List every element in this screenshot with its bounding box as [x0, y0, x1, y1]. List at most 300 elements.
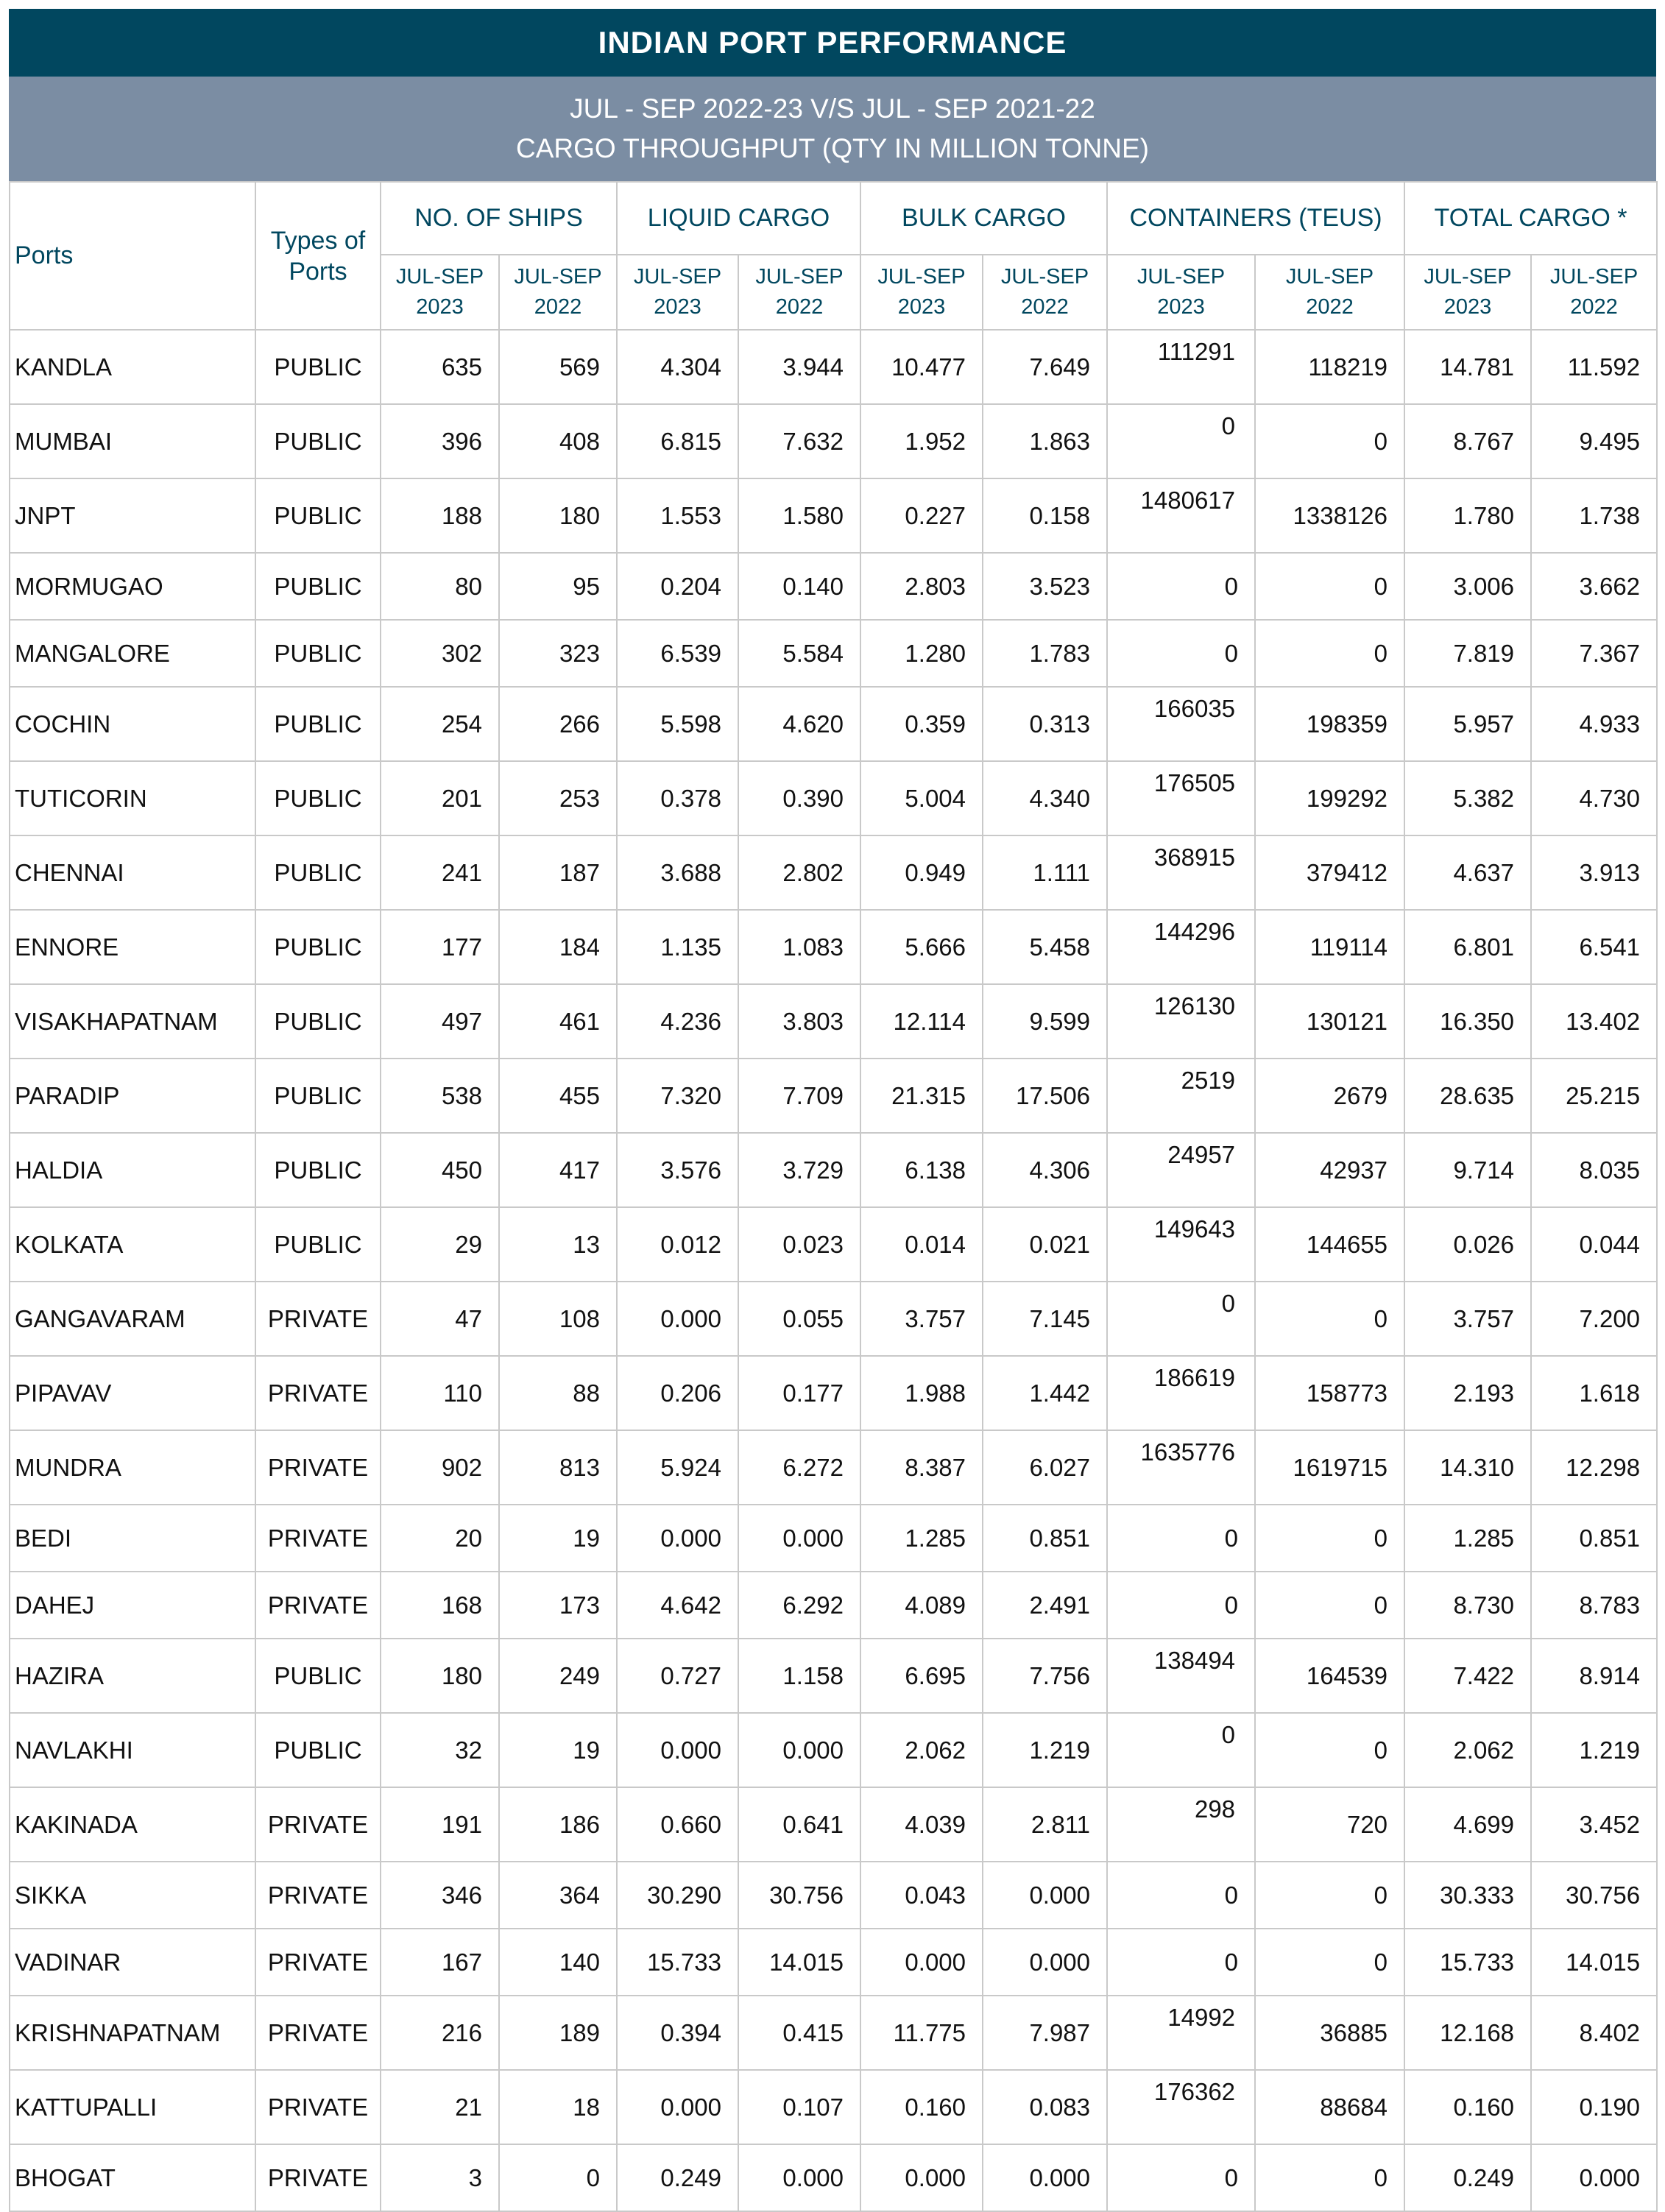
ships-2022-cell: 108: [499, 1282, 617, 1356]
ships-2022-cell: 455: [499, 1059, 617, 1133]
containers-2022-cell: 0: [1255, 1282, 1404, 1356]
ships-2023-cell: 216: [381, 1996, 499, 2070]
table-row: [10, 1207, 1657, 1282]
ships-2022-cell: 569: [499, 330, 617, 404]
bulk-2023-cell: 5.666: [860, 910, 983, 984]
liquid-2023-cell: 7.320: [617, 1059, 738, 1133]
total-2023-cell: 2.062: [1404, 1713, 1531, 1787]
bulk-2022-cell: 17.506: [983, 1059, 1107, 1133]
port-type-cell: PUBLIC: [255, 1207, 381, 1282]
total-2023-cell: 8.767: [1404, 404, 1531, 478]
containers-2023-cell: 0: [1107, 1505, 1255, 1572]
containers-2022-cell: 199292: [1255, 761, 1404, 835]
liquid-2022-cell: 2.802: [738, 835, 860, 910]
ships-2023-cell: 497: [381, 984, 499, 1059]
table-row: [10, 2144, 1657, 2211]
total-2023-cell: 7.422: [1404, 1639, 1531, 1713]
ships-2022-cell: 19: [499, 1713, 617, 1787]
header-period-year: 2023: [654, 295, 701, 319]
port-name-cell: KAKINADA: [10, 1787, 255, 1862]
total-2022-cell: 7.200: [1531, 1282, 1657, 1356]
ships-2022-cell: 408: [499, 404, 617, 478]
bulk-2023-cell: 0.160: [860, 2070, 983, 2144]
bulk-2022-cell: 7.987: [983, 1996, 1107, 2070]
containers-2023-cell: 0: [1107, 553, 1255, 620]
total-2022-cell: 6.541: [1531, 910, 1657, 984]
ships-2022-cell: 173: [499, 1572, 617, 1639]
port-type-cell: PUBLIC: [255, 1639, 381, 1713]
total-2022-cell: 8.783: [1531, 1572, 1657, 1639]
header-period-label: JUL-SEP: [1136, 265, 1226, 289]
total-2023-cell: 1.780: [1404, 478, 1531, 553]
ships-2023-cell: 47: [381, 1282, 499, 1356]
containers-2023-cell: 144296: [1107, 910, 1255, 984]
header-period-2023: [1107, 255, 1255, 330]
liquid-2022-cell: 6.292: [738, 1572, 860, 1639]
table-row: [10, 1929, 1657, 1996]
port-name-cell: MANGALORE: [10, 620, 255, 687]
ships-2023-cell: 902: [381, 1430, 499, 1505]
port-name-cell: DAHEJ: [10, 1572, 255, 1639]
table-row: [10, 1505, 1657, 1572]
bulk-2023-cell: 10.477: [860, 330, 983, 404]
bulk-2022-cell: 5.458: [983, 910, 1107, 984]
table-row: [10, 1996, 1657, 2070]
total-2023-cell: 1.285: [1404, 1505, 1531, 1572]
header-period-2022: [1531, 255, 1657, 330]
header-period-label: JUL-SEP: [395, 265, 484, 289]
ships-2023-cell: 168: [381, 1572, 499, 1639]
total-2023-cell: 2.193: [1404, 1356, 1531, 1430]
total-2023-cell: 3.757: [1404, 1282, 1531, 1356]
port-type-cell: PUBLIC: [255, 478, 381, 553]
port-type-cell: PRIVATE: [255, 2070, 381, 2144]
containers-2023-cell: 0: [1107, 1862, 1255, 1929]
bulk-2022-cell: 0.313: [983, 687, 1107, 761]
port-type-cell: PUBLIC: [255, 687, 381, 761]
liquid-2022-cell: 0.415: [738, 1996, 860, 2070]
header-period-2023: [860, 255, 983, 330]
liquid-2022-cell: 7.632: [738, 404, 860, 478]
port-type-cell: PUBLIC: [255, 620, 381, 687]
containers-2022-cell: 198359: [1255, 687, 1404, 761]
ships-2022-cell: 19: [499, 1505, 617, 1572]
port-name-cell: PIPAVAV: [10, 1356, 255, 1430]
header-period-label: JUL-SEP: [1285, 265, 1374, 289]
total-2022-cell: 1.219: [1531, 1713, 1657, 1787]
ships-2023-cell: 21: [381, 2070, 499, 2144]
containers-2022-cell: 720: [1255, 1787, 1404, 1862]
header-period-year: 2022: [1570, 295, 1618, 319]
bulk-2022-cell: 0.000: [983, 1929, 1107, 1996]
liquid-2023-cell: 6.815: [617, 404, 738, 478]
liquid-2023-cell: 0.394: [617, 1996, 738, 2070]
total-2023-cell: 3.006: [1404, 553, 1531, 620]
header-period-label: JUL-SEP: [755, 265, 844, 289]
port-name-cell: GANGAVARAM: [10, 1282, 255, 1356]
header-period-label: JUL-SEP: [1549, 265, 1639, 289]
subtitle-measure: CARGO THROUGHPUT (QTY IN MILLION TONNE): [515, 133, 1149, 163]
header-group-liquid: LIQUID CARGO: [617, 182, 860, 255]
ships-2022-cell: 140: [499, 1929, 617, 1996]
total-2022-cell: 1.738: [1531, 478, 1657, 553]
bulk-2023-cell: 1.988: [860, 1356, 983, 1430]
header-period-year: 2023: [1157, 295, 1205, 319]
liquid-2023-cell: 30.290: [617, 1862, 738, 1929]
report-title: INDIAN PORT PERFORMANCE: [9, 9, 1656, 77]
containers-2022-cell: 158773: [1255, 1356, 1404, 1430]
ships-2023-cell: 241: [381, 835, 499, 910]
containers-2022-cell: 0: [1255, 2144, 1404, 2211]
table-row: [10, 1713, 1657, 1787]
ships-2022-cell: 364: [499, 1862, 617, 1929]
ships-2022-cell: 88: [499, 1356, 617, 1430]
header-period-label: JUL-SEP: [1000, 265, 1089, 289]
liquid-2023-cell: 0.204: [617, 553, 738, 620]
port-name-cell: MORMUGAO: [10, 553, 255, 620]
bulk-2022-cell: 1.863: [983, 404, 1107, 478]
port-type-cell: PRIVATE: [255, 1996, 381, 2070]
total-2023-cell: 5.382: [1404, 761, 1531, 835]
liquid-2022-cell: 3.803: [738, 984, 860, 1059]
total-2022-cell: 8.914: [1531, 1639, 1657, 1713]
liquid-2023-cell: 3.688: [617, 835, 738, 910]
bulk-2022-cell: 7.756: [983, 1639, 1107, 1713]
port-type-cell: PRIVATE: [255, 1787, 381, 1862]
header-ports: Ports: [10, 182, 255, 330]
bulk-2023-cell: 0.359: [860, 687, 983, 761]
liquid-2022-cell: 0.641: [738, 1787, 860, 1862]
total-2022-cell: 3.452: [1531, 1787, 1657, 1862]
bulk-2023-cell: 21.315: [860, 1059, 983, 1133]
header-period-label: JUL-SEP: [633, 265, 722, 289]
header-period-2023: [1404, 255, 1531, 330]
liquid-2023-cell: 0.000: [617, 1505, 738, 1572]
port-name-cell: VISAKHAPATNAM: [10, 984, 255, 1059]
liquid-2022-cell: 0.390: [738, 761, 860, 835]
liquid-2023-cell: 0.000: [617, 1282, 738, 1356]
total-2022-cell: 3.662: [1531, 553, 1657, 620]
containers-2022-cell: 88684: [1255, 2070, 1404, 2144]
liquid-2023-cell: 0.249: [617, 2144, 738, 2211]
liquid-2022-cell: 6.272: [738, 1430, 860, 1505]
port-type-cell: PRIVATE: [255, 1929, 381, 1996]
ships-2022-cell: 461: [499, 984, 617, 1059]
port-name-cell: KRISHNAPATNAM: [10, 1996, 255, 2070]
bulk-2022-cell: 0.000: [983, 2144, 1107, 2211]
containers-2023-cell: 0: [1107, 1929, 1255, 1996]
ships-2023-cell: 191: [381, 1787, 499, 1862]
port-type-cell: PUBLIC: [255, 404, 381, 478]
liquid-2022-cell: 14.015: [738, 1929, 860, 1996]
liquid-2023-cell: 0.000: [617, 1713, 738, 1787]
header-period-year: 2022: [534, 295, 582, 319]
liquid-2022-cell: 0.107: [738, 2070, 860, 2144]
containers-2022-cell: 0: [1255, 1713, 1404, 1787]
liquid-2023-cell: 4.642: [617, 1572, 738, 1639]
total-2022-cell: 0.044: [1531, 1207, 1657, 1282]
port-name-cell: VADINAR: [10, 1929, 255, 1996]
liquid-2023-cell: 0.012: [617, 1207, 738, 1282]
bulk-2023-cell: 5.004: [860, 761, 983, 835]
port-type-cell: PRIVATE: [255, 1862, 381, 1929]
containers-2023-cell: 126130: [1107, 984, 1255, 1059]
port-type-cell: PRIVATE: [255, 1430, 381, 1505]
table-row: [10, 1282, 1657, 1356]
header-period-year: 2022: [775, 295, 824, 319]
port-type-cell: PUBLIC: [255, 1713, 381, 1787]
bulk-2023-cell: 3.757: [860, 1282, 983, 1356]
liquid-2023-cell: 0.378: [617, 761, 738, 835]
ships-2022-cell: 417: [499, 1133, 617, 1207]
containers-2023-cell: 0: [1107, 404, 1255, 478]
bulk-2023-cell: 0.949: [860, 835, 983, 910]
total-2022-cell: 0.000: [1531, 2144, 1657, 2211]
containers-2023-cell: 0: [1107, 620, 1255, 687]
bulk-2022-cell: 2.491: [983, 1572, 1107, 1639]
liquid-2022-cell: 5.584: [738, 620, 860, 687]
total-2023-cell: 14.781: [1404, 330, 1531, 404]
bulk-2022-cell: 1.442: [983, 1356, 1107, 1430]
ships-2022-cell: 184: [499, 910, 617, 984]
port-name-cell: PARADIP: [10, 1059, 255, 1133]
table-row: [10, 1133, 1657, 1207]
total-2023-cell: 4.699: [1404, 1787, 1531, 1862]
table-row: [10, 687, 1657, 761]
port-type-cell: PUBLIC: [255, 910, 381, 984]
containers-2023-cell: 166035: [1107, 687, 1255, 761]
bulk-2022-cell: 1.111: [983, 835, 1107, 910]
bulk-2022-cell: 0.021: [983, 1207, 1107, 1282]
containers-2022-cell: 379412: [1255, 835, 1404, 910]
header-period-2022: [738, 255, 860, 330]
liquid-2022-cell: 30.756: [738, 1862, 860, 1929]
total-2023-cell: 8.730: [1404, 1572, 1531, 1639]
table-row: [10, 1356, 1657, 1430]
containers-2023-cell: 176505: [1107, 761, 1255, 835]
containers-2022-cell: 119114: [1255, 910, 1404, 984]
report: [9, 9, 1656, 2212]
port-type-cell: PUBLIC: [255, 761, 381, 835]
bulk-2022-cell: 1.219: [983, 1713, 1107, 1787]
total-2023-cell: 7.819: [1404, 620, 1531, 687]
header-period-2022: [499, 255, 617, 330]
port-name-cell: HALDIA: [10, 1133, 255, 1207]
liquid-2023-cell: 3.576: [617, 1133, 738, 1207]
ships-2022-cell: 253: [499, 761, 617, 835]
containers-2022-cell: 118219: [1255, 330, 1404, 404]
ships-2023-cell: 177: [381, 910, 499, 984]
bulk-2023-cell: 0.000: [860, 2144, 983, 2211]
ships-2023-cell: 32: [381, 1713, 499, 1787]
containers-2023-cell: 176362: [1107, 2070, 1255, 2144]
liquid-2023-cell: 0.660: [617, 1787, 738, 1862]
liquid-2022-cell: 0.000: [738, 2144, 860, 2211]
ships-2023-cell: 396: [381, 404, 499, 478]
ships-2022-cell: 180: [499, 478, 617, 553]
containers-2022-cell: 0: [1255, 553, 1404, 620]
header-period-2023: [381, 255, 499, 330]
port-type-cell: PRIVATE: [255, 1505, 381, 1572]
bulk-2023-cell: 6.695: [860, 1639, 983, 1713]
containers-2022-cell: 144655: [1255, 1207, 1404, 1282]
total-2022-cell: 4.730: [1531, 761, 1657, 835]
header-row-groups: [10, 182, 1657, 255]
containers-2023-cell: 368915: [1107, 835, 1255, 910]
bulk-2023-cell: 1.952: [860, 404, 983, 478]
containers-2023-cell: 14992: [1107, 1996, 1255, 2070]
containers-2022-cell: 130121: [1255, 984, 1404, 1059]
bulk-2023-cell: 0.227: [860, 478, 983, 553]
bulk-2022-cell: 2.811: [983, 1787, 1107, 1862]
ships-2023-cell: 201: [381, 761, 499, 835]
table-row: [10, 404, 1657, 478]
header-period-2023: [617, 255, 738, 330]
liquid-2022-cell: 0.000: [738, 1505, 860, 1572]
table-row: [10, 835, 1657, 910]
liquid-2022-cell: 0.023: [738, 1207, 860, 1282]
port-type-cell: PRIVATE: [255, 2144, 381, 2211]
liquid-2023-cell: 1.135: [617, 910, 738, 984]
table-row: [10, 761, 1657, 835]
liquid-2022-cell: 7.709: [738, 1059, 860, 1133]
table-row: [10, 910, 1657, 984]
header-group-bulk: BULK CARGO: [860, 182, 1107, 255]
liquid-2023-cell: 1.553: [617, 478, 738, 553]
header-period-2022: [1255, 255, 1404, 330]
total-2022-cell: 13.402: [1531, 984, 1657, 1059]
port-name-cell: TUTICORIN: [10, 761, 255, 835]
table-row: [10, 2070, 1657, 2144]
total-2023-cell: 28.635: [1404, 1059, 1531, 1133]
ships-2023-cell: 20: [381, 1505, 499, 1572]
port-name-cell: CHENNAI: [10, 835, 255, 910]
bulk-2023-cell: 4.089: [860, 1572, 983, 1639]
ships-2023-cell: 538: [381, 1059, 499, 1133]
table-row: [10, 1862, 1657, 1929]
total-2023-cell: 0.249: [1404, 2144, 1531, 2211]
liquid-2022-cell: 0.140: [738, 553, 860, 620]
table-row: [10, 984, 1657, 1059]
containers-2023-cell: 186619: [1107, 1356, 1255, 1430]
port-type-cell: PUBLIC: [255, 835, 381, 910]
liquid-2022-cell: 0.000: [738, 1713, 860, 1787]
bulk-2023-cell: 6.138: [860, 1133, 983, 1207]
port-type-cell: PUBLIC: [255, 984, 381, 1059]
ships-2022-cell: 95: [499, 553, 617, 620]
ships-2023-cell: 3: [381, 2144, 499, 2211]
containers-2023-cell: 2519: [1107, 1059, 1255, 1133]
liquid-2023-cell: 5.924: [617, 1430, 738, 1505]
total-2023-cell: 16.350: [1404, 984, 1531, 1059]
bulk-2022-cell: 7.649: [983, 330, 1107, 404]
liquid-2023-cell: 0.000: [617, 2070, 738, 2144]
total-2022-cell: 0.851: [1531, 1505, 1657, 1572]
table-row: [10, 553, 1657, 620]
ships-2022-cell: 18: [499, 2070, 617, 2144]
liquid-2023-cell: 6.539: [617, 620, 738, 687]
containers-2023-cell: 298: [1107, 1787, 1255, 1862]
total-2023-cell: 14.310: [1404, 1430, 1531, 1505]
liquid-2023-cell: 4.236: [617, 984, 738, 1059]
bulk-2022-cell: 7.145: [983, 1282, 1107, 1356]
containers-2022-cell: 42937: [1255, 1133, 1404, 1207]
containers-2023-cell: 111291: [1107, 330, 1255, 404]
total-2022-cell: 3.913: [1531, 835, 1657, 910]
bulk-2022-cell: 3.523: [983, 553, 1107, 620]
containers-2022-cell: 0: [1255, 1505, 1404, 1572]
containers-2023-cell: 24957: [1107, 1133, 1255, 1207]
bulk-2022-cell: 0.083: [983, 2070, 1107, 2144]
containers-2023-cell: 149643: [1107, 1207, 1255, 1282]
bulk-2023-cell: 0.043: [860, 1862, 983, 1929]
port-name-cell: KANDLA: [10, 330, 255, 404]
containers-2023-cell: 1480617: [1107, 478, 1255, 553]
containers-2022-cell: 1619715: [1255, 1430, 1404, 1505]
port-type-cell: PRIVATE: [255, 1572, 381, 1639]
total-2022-cell: 7.367: [1531, 620, 1657, 687]
header-period-year: 2023: [416, 295, 464, 319]
containers-2022-cell: 2679: [1255, 1059, 1404, 1133]
bulk-2022-cell: 4.306: [983, 1133, 1107, 1207]
bulk-2023-cell: 1.285: [860, 1505, 983, 1572]
containers-2022-cell: 0: [1255, 1572, 1404, 1639]
total-2022-cell: 30.756: [1531, 1862, 1657, 1929]
port-type-cell: PUBLIC: [255, 1133, 381, 1207]
containers-2023-cell: 1635776: [1107, 1430, 1255, 1505]
header-group-containers: CONTAINERS (TEUS): [1107, 182, 1404, 255]
bulk-2022-cell: 6.027: [983, 1430, 1107, 1505]
table-row: [10, 478, 1657, 553]
header-group-total: TOTAL CARGO *: [1404, 182, 1657, 255]
total-2023-cell: 5.957: [1404, 687, 1531, 761]
total-2023-cell: 12.168: [1404, 1996, 1531, 2070]
port-name-cell: MUNDRA: [10, 1430, 255, 1505]
liquid-2023-cell: 0.206: [617, 1356, 738, 1430]
table-row: [10, 1430, 1657, 1505]
liquid-2022-cell: 3.944: [738, 330, 860, 404]
containers-2022-cell: 36885: [1255, 1996, 1404, 2070]
containers-2023-cell: 0: [1107, 1713, 1255, 1787]
header-period-year: 2022: [1021, 295, 1069, 319]
ships-2023-cell: 254: [381, 687, 499, 761]
ships-2023-cell: 167: [381, 1929, 499, 1996]
liquid-2022-cell: 1.083: [738, 910, 860, 984]
containers-2022-cell: 164539: [1255, 1639, 1404, 1713]
port-name-cell: HAZIRA: [10, 1639, 255, 1713]
port-type-cell: PRIVATE: [255, 1282, 381, 1356]
total-2022-cell: 25.215: [1531, 1059, 1657, 1133]
liquid-2022-cell: 4.620: [738, 687, 860, 761]
liquid-2023-cell: 15.733: [617, 1929, 738, 1996]
port-performance-table: [9, 181, 1658, 2212]
ships-2022-cell: 189: [499, 1996, 617, 2070]
bulk-2023-cell: 2.803: [860, 553, 983, 620]
liquid-2022-cell: 0.055: [738, 1282, 860, 1356]
table-row: [10, 1787, 1657, 1862]
bulk-2022-cell: 0.000: [983, 1862, 1107, 1929]
table-row: [10, 330, 1657, 404]
containers-2023-cell: 0: [1107, 2144, 1255, 2211]
ships-2022-cell: 323: [499, 620, 617, 687]
containers-2023-cell: 138494: [1107, 1639, 1255, 1713]
port-name-cell: ENNORE: [10, 910, 255, 984]
containers-2023-cell: 0: [1107, 1282, 1255, 1356]
table-row: [10, 1572, 1657, 1639]
total-2022-cell: 0.190: [1531, 2070, 1657, 2144]
bulk-2023-cell: 11.775: [860, 1996, 983, 2070]
containers-2022-cell: 0: [1255, 404, 1404, 478]
